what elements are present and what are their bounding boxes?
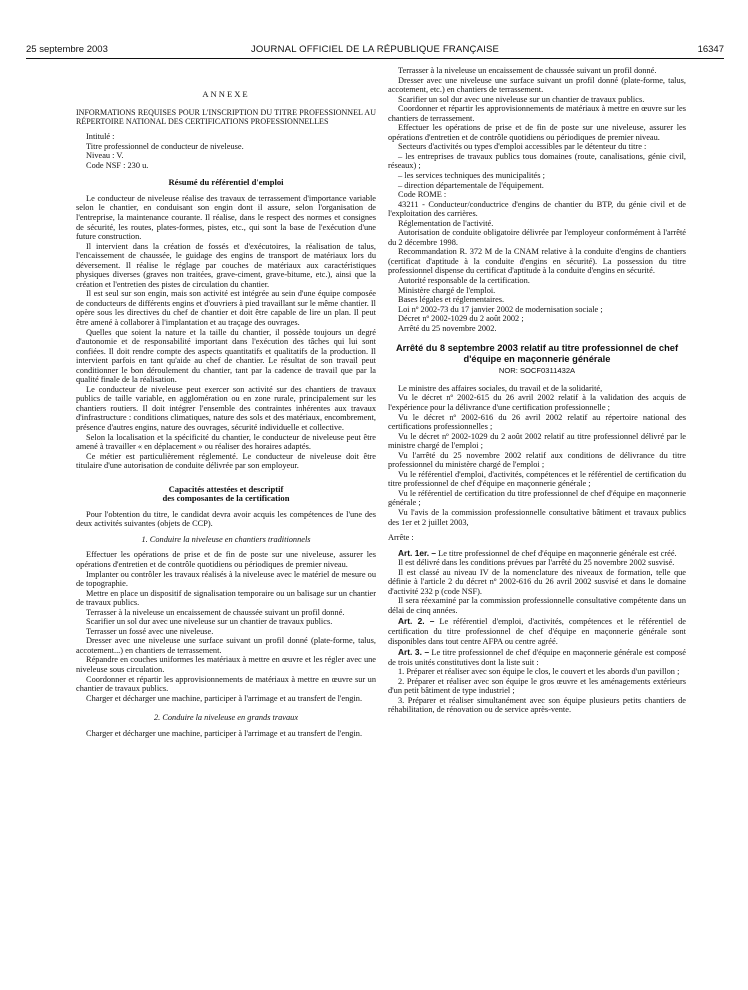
nor-reference: NOR: SOCF0311432A	[498, 366, 576, 376]
visa: Vu l'avis de la commission professionnelle consultative bâtiment et travaux publics des 1er et 2 juillet 2003,	[388, 507, 686, 527]
article-1-label: Art. 1er. –	[398, 547, 437, 558]
paragraph: Réglementation de l'activité.	[398, 218, 494, 228]
visa: Vu le décret nº 2002-616 du 26 avril 2002 relatif au répertoire national des certifications professionnelles ;	[388, 412, 686, 432]
list-item: 2. Préparer et réaliser avec son équipe le gros œuvre et les aménagements extérieurs d'un petit bâtiment de type industriel ;	[388, 676, 686, 696]
annexe-intro: INFORMATIONS REQUISES POUR L'INSCRIPTION DU TITRE PROFESSIONNEL AU RÉPERTOIRE NATIONAL DES CERTIFICATIONS PROFESSIONNELLES	[76, 107, 376, 126]
list-item: Terrasser un fossé avec une niveleuse.	[86, 626, 214, 636]
paragraph: Recommandation R. 372 M de la CNAM relative à la conduite d'engins de chantiers (certificat d'aptitude à la conduite d'engins en sécurité). La possession du titre professionnel dispense du certificat d'aptitude à la conduite d'engins en sécurité.	[388, 247, 686, 276]
article-3	[388, 648, 686, 667]
list-item: Charger et décharger une machine, participer à l'arrimage et au transfert de l'engin.	[86, 728, 363, 738]
paragraph: Il sera réexaminé par la commission professionnelle consultative compétente dans un délai de cinq années.	[388, 596, 686, 615]
list-item: Coordonner et répartir les approvisionnements de matériaux à mettre en œuvre sur un chantier de travaux publics.	[76, 674, 376, 694]
header-page-number: 16347	[697, 44, 724, 55]
article-3-label: Art. 3. –	[398, 647, 430, 658]
paragraph: Ce métier est particulièrement réglementé. Le conducteur de niveleuse doit être titulaire d'une autorisation de conduite délivrée par son employeur.	[76, 451, 376, 471]
list-item: Scarifier un sol dur avec une niveleuse sur un chantier de travaux publics.	[86, 617, 333, 627]
page-header	[26, 44, 724, 58]
list-item: – les entreprises de travaux publics tous domaines (route, canalisations, génie civil, réseaux) ;	[388, 151, 686, 171]
right-column	[388, 66, 686, 715]
article-1-text: Le titre professionnel de chef d'équipe en maçonnerie générale est créé.	[438, 548, 677, 558]
header-date: 25 septembre 2003	[26, 44, 108, 55]
list-item: Effectuer les opérations de prise et de fin de poste sur une niveleuse, assurer les opérations d'entretien et de contrôle quotidiens ou périodiques de premier niveau.	[76, 550, 376, 570]
list-item: Dresser avec une niveleuse une surface suivant un profil donné (plate-forme, talus, accotement, etc.) en chantiers de terrassement.	[388, 75, 686, 95]
paragraph: Il est classé au niveau IV de la nomenclature des niveaux de formation, telle que définie à l'article 2 du décret nº 2002-616 du 26 avril 2002 susvisé et dans le domaine d'activité 232 p (code NSF).	[388, 567, 686, 596]
header-rule	[26, 58, 724, 59]
list-item: Implanter ou contrôler les travaux réalisés à la niveleuse avec le matériel de mesure ou de topographie.	[76, 569, 376, 589]
visa: Vu l'arrêté du 25 novembre 2002 relatif aux conditions de délivrance du titre professionnel du ministère chargé de l'emploi ;	[388, 450, 686, 470]
paragraph: Le conducteur de niveleuse peut exercer son activité sur des chantiers de travaux publics de taille variable, en agglomération ou en zone rurale, principalement sur les chantiers routiers. Il doit intégrer l'ensemble des contraintes inhérentes aux travaux d'infrastructure : conditions climatiques, nature des sols et des matériaux, encombrement, présence d'autres engins, nature des ouvrages, sécurité individuelle et collective.	[76, 384, 376, 432]
paragraph: Arrêté du 25 novembre 2002.	[398, 323, 497, 333]
paragraph: Ministère chargé de l'emploi.	[398, 285, 496, 295]
capacites-title-2: des composantes de la certification	[162, 493, 290, 504]
article-2-label: Art. 2. –	[398, 616, 435, 627]
visa: Vu le référentiel d'emploi, d'activités, compétences et le référentiel de certification du titre professionnel de chef d'équipe en maçonnerie générale ;	[388, 469, 686, 489]
visa: Vu le décret nº 2002-615 du 26 avril 2002 relatif à la validation des acquis de l'expérience pour la délivrance d'une certification professionnelle ;	[388, 393, 686, 412]
list-item: 1. Préparer et réaliser avec son équipe le clos, le couvert et les abords d'un pavillon ;	[398, 667, 680, 677]
title-info	[86, 132, 376, 170]
arrete-label: Arrête :	[388, 533, 414, 543]
list-item: – direction départementale de l'équipement.	[398, 180, 544, 190]
paragraph: Quelles que soient la nature et la taille du chantier, il possède toujours un degré d'autonomie et de responsabilité important dans l'exécution des tâches qui lui sont confiées. Il doit rendre compte des aspects quantitatifs et qualitatifs de la production. Il intervient parfois en tant qu'aide au chef de chantier. Le résultat de son travail peut conditionner le bon déroulement du chantier, tant par la cadence de travail que par la qualité finale de la réalisation.	[76, 327, 376, 385]
paragraph: Le ministre des affaires sociales, du travail et de la solidarité,	[398, 383, 603, 393]
list-item: Scarifier un sol dur avec une niveleuse sur un chantier de travaux publics.	[398, 94, 645, 104]
list-item: Coordonner et répartir les approvisionnements de matériaux à mettre en œuvre sur les chantiers de terrassement.	[388, 104, 686, 123]
paragraph: 43211 - Conducteur/conductrice d'engins de chantier du BTP, du génie civil et de l'exploitation des carrières.	[388, 199, 686, 219]
paragraph: Il est seul sur son engin, mais son activité est intégrée au sein d'une équipe composée de conducteurs de différents engins et d'ouvriers à pied travaillant sur le même chantier. Il opère sous les directives du chef de chantier et doit être capable de lire un plan. Il peut être amené à collaborer à l'implantation et au traçage des ouvrages.	[76, 289, 376, 327]
list-item: Terrasser à la niveleuse un encaissement de chaussée suivant un profil donné.	[86, 607, 345, 617]
article-3-text: Le titre professionnel de chef d'équipe en maçonnerie générale est composé de trois unités constitutives dont la liste suit :	[388, 648, 686, 667]
visa: Vu le référentiel de certification du titre professionnel de chef d'équipe en maçonnerie générale ;	[388, 488, 686, 508]
paragraph: Décret nº 2002-1029 du 2 août 2002 ;	[398, 314, 524, 324]
list-item: Répandre en couches uniformes les matériaux à mettre en œuvre et les régler avec une niveleuse sous circulation.	[76, 655, 376, 675]
arrete-title: Arrêté du 8 septembre 2003 relatif au titre professionnel de chef d'équipe en maçonnerie générale	[395, 343, 679, 364]
paragraph: Bases légales et réglementaires.	[398, 295, 505, 305]
article-2	[388, 617, 686, 646]
resume-title: Résumé du référentiel d'emploi	[168, 177, 284, 188]
article-2-text: Le référentiel d'emploi, d'activités, compétences et le référentiel de certification du titre professionnel de chef d'équipe en maçonnerie générale sont disponibles dans tout centre AFPA ou centre agréé.	[388, 617, 687, 646]
niveau-text: Niveau : V.	[86, 151, 124, 161]
activity-1-title: 1. Conduire la niveleuse en chantiers traditionnels	[141, 534, 311, 544]
list-item: Terrasser à la niveleuse un encaissement de chaussée suivant un profil donné.	[398, 66, 657, 75]
activity-2-title: 2. Conduire la niveleuse en grands travaux	[153, 713, 299, 723]
visa: Vu le décret nº 2002-1029 du 2 août 2002 relatif au titre professionnel délivré par le ministre chargé de l'emploi ;	[388, 431, 686, 451]
capacites-title-1: Capacités attestées et descriptif	[168, 483, 284, 494]
left-column	[76, 66, 376, 738]
paragraph: Autorisation de conduite obligatoire délivrée par l'employeur conformément à l'arrêté du 2 décembre 1998.	[388, 228, 686, 247]
list-item: – les services techniques des municipalités ;	[398, 171, 545, 181]
article-1	[388, 549, 686, 559]
paragraph: Selon la localisation et la spécificité du chantier, le conducteur de niveleuse peut être amené à travailler « en déplacement » ou réaliser des horaires adaptés.	[76, 432, 376, 452]
paragraph: Le conducteur de niveleuse réalise des travaux de terrassement d'importance variable selon le chantier, en conduisant son engin dont il assure, selon l'organisation de l'entreprise, la maintenance courante. Il réalise, dans le respect des normes et consignes de sécurité, les routes, plates-formes, pistes, etc., qui sont la base de l'exécution d'une future construction.	[76, 193, 376, 242]
header-journal-title: JOURNAL OFFICIEL DE LA RÉPUBLIQUE FRANÇAISE	[250, 44, 500, 55]
nsf-text: Code NSF : 230 u.	[86, 160, 149, 170]
paragraph: Autorité responsable de la certification.	[398, 276, 530, 286]
list-item: 3. Préparer et réaliser simultanément avec son équipe plusieurs petits chantiers de réhabilitation, de rénovation ou de service après-vente.	[388, 695, 686, 715]
paragraph: Secteurs d'activités ou types d'emploi accessibles par le détenteur du titre :	[398, 142, 647, 152]
list-item: Dresser avec une niveleuse une surface suivant un profil donné (plate-forme, talus, accotement...) en chantiers de terrassement.	[76, 636, 376, 655]
list-item: Mettre en place un dispositif de signalisation temporaire ou un balisage sur un chantier de travaux publics.	[76, 588, 376, 608]
titre-text: Titre professionnel de conducteur de niveleuse.	[86, 141, 244, 151]
paragraph: Code ROME :	[398, 190, 447, 200]
list-item: Charger et décharger une machine, participer à l'arrimage et au transfert de l'engin.	[86, 693, 363, 703]
paragraph: Pour l'obtention du titre, le candidat devra avoir acquis les compétences de l'une des deux activités suivantes (objets de CCP).	[76, 509, 376, 529]
intitule-label: Intitulé :	[86, 132, 115, 142]
paragraph: Il intervient dans la création de fossés et d'exécutoires, la réalisation de talus, l'encaissement de chaussée, le guidage des engins de transport de matériaux lors du déversement. Il réalise le réglage par couches de matériaux aux caractéristiques physiques diverses (graves non traitées, grave-ciment, grave-bitume, etc.), ainsi que la création et l'entretien des pistes de circulation du chantier.	[76, 241, 376, 289]
list-item: Effectuer les opérations de prise et de fin de poste sur une niveleuse, assurer les opérations d'entretien et de contrôle quotidiens ou périodiques de premier niveau.	[388, 123, 686, 142]
paragraph: Il est délivré dans les conditions prévues par l'arrêté du 25 novembre 2002 susvisé.	[398, 558, 675, 568]
annexe-title: ANNEXE	[202, 89, 250, 99]
paragraph: Loi nº 2002-73 du 17 janvier 2002 de modernisation sociale ;	[398, 304, 603, 314]
